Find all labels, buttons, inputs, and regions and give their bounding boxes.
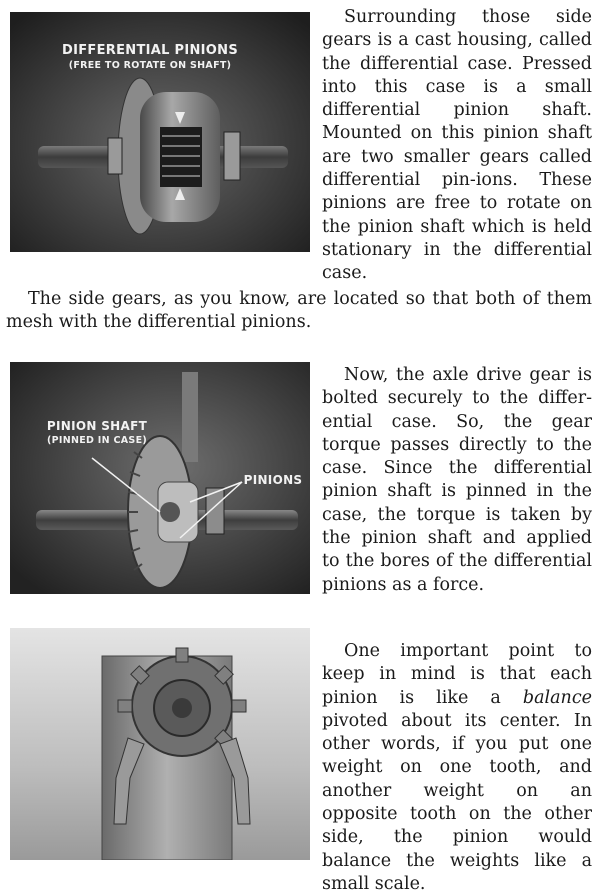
paragraph-4-emphasis: balance: [522, 687, 592, 708]
pinions-label-text: PINIONS: [243, 473, 303, 487]
paragraph-4-end: pivoted about its center. In other words, if you put one weight on one tooth, and another weight on an opposite tooth on the other side, the pinion would balance the weights like a small scale.: [322, 710, 592, 894]
pinion-shaft-label-title: PINION SHAFT: [46, 419, 148, 433]
photo-pinion-balance: [10, 628, 310, 860]
pinions-label: [238, 474, 308, 487]
pinion-on-block-illustration: [10, 628, 310, 860]
figure1-caption-title: DIFFERENTIAL PINIONS: [62, 43, 238, 58]
paragraph-3: Now, the axle drive gear is bolted securely to the differ-ential case. So, the gear torque passes directly to the case. Since the differential pinion shaft is pinned in the case, the torque is taken by the pinion shaft and applied to the bores of the differential pinions as a force.: [322, 365, 592, 595]
paragraph-4: [322, 640, 592, 896]
paragraph-2: The side gears, as you know, are located so that both of them mesh with the differential pinions.: [6, 289, 592, 333]
pinion-shaft-label: [32, 420, 162, 447]
pinion-shaft-label-sub: (PINNED IN CASE): [46, 435, 147, 447]
paragraph-4-start: One important point to keep in mind is that each pinion is like a: [322, 641, 592, 708]
photo-differential-pinions: [10, 12, 310, 252]
figure1-caption-sub: (FREE TO ROTATE ON SHAFT): [68, 60, 232, 72]
photo-pinion-shaft: [10, 362, 310, 594]
figure1-caption: [50, 44, 250, 72]
paragraph-1: Surrounding those side gears is a cast housing, called the differential case. Pressed into this case is a small differential pinion shaft. Mounted on this pinion shaft are two smaller gears called differential pin-ions. These pinions are free to rotate on the pinion shaft which is held stationary in the differential case.: [322, 7, 592, 284]
